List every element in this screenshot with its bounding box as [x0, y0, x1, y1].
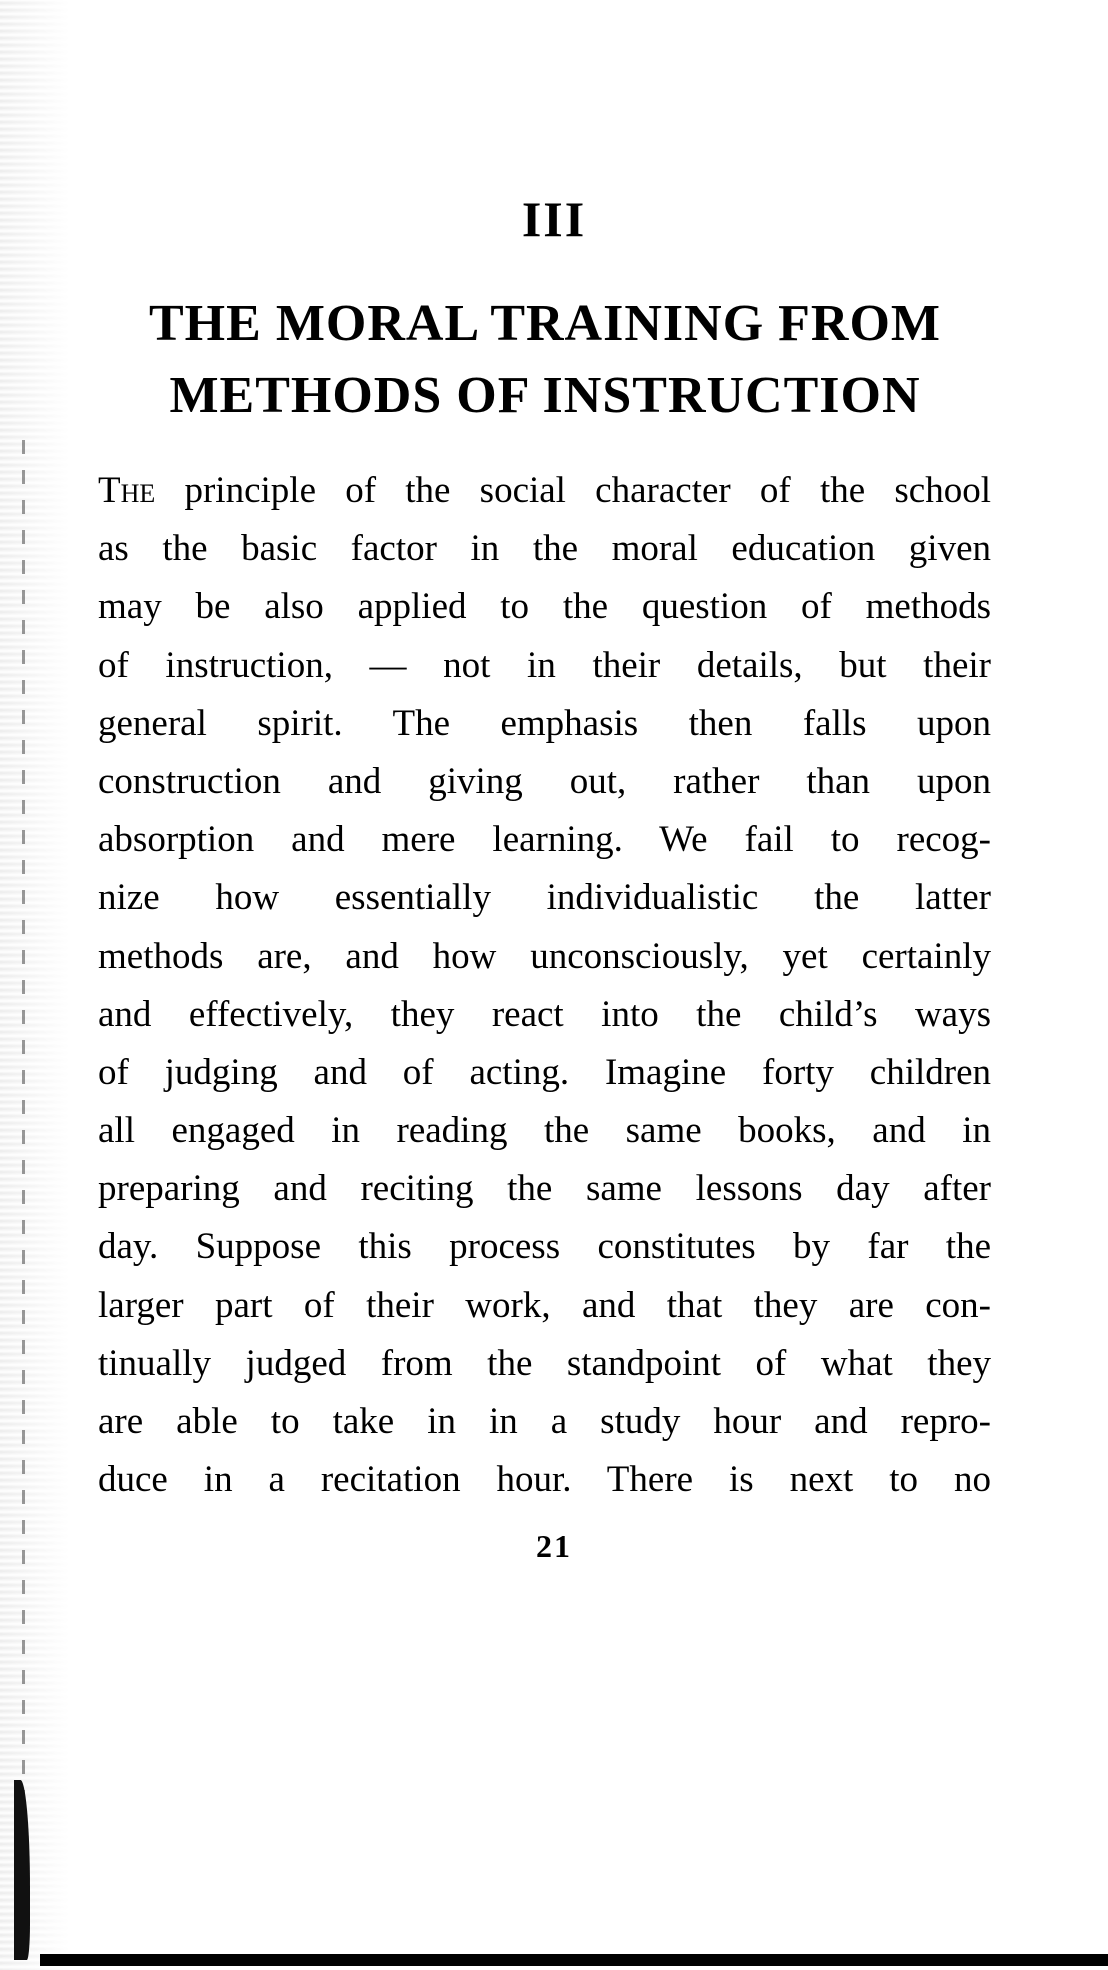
chapter-title-line-2: METHODS OF INSTRUCTION	[169, 367, 921, 424]
body-line: construction and giving out, rather than upon	[98, 760, 991, 802]
body-line: general spirit. The emphasis then falls upon	[98, 702, 991, 744]
body-line: nize how essentially individualistic the latter	[98, 877, 991, 919]
body-line: as the basic factor in the moral education given	[98, 528, 991, 570]
body-line: methods are, and how unconsciously, yet certainly	[98, 935, 991, 977]
body-lines	[98, 520, 991, 1509]
body-line	[98, 462, 991, 520]
body-line: larger part of their work, and that they are con-	[98, 1284, 991, 1326]
chapter-title-line-1: THE MORAL TRAINING FROM	[149, 295, 941, 352]
chapter-number: III	[521, 191, 587, 247]
body-line: may be also applied to the question of methods	[98, 586, 991, 628]
body-line: of instruction, — not in their details, but their	[98, 644, 991, 686]
page-number: 21	[536, 1528, 572, 1564]
body-line: are able to take in in a study hour and repro-	[98, 1401, 991, 1442]
body-line: all engaged in reading the same books, and in	[98, 1110, 991, 1152]
body-line: and effectively, they react into the child’s ways	[98, 993, 991, 1035]
body-line: tinually judged from the standpoint of what they	[98, 1342, 991, 1384]
scan-edge-line	[22, 440, 25, 1940]
lead-word: The	[98, 470, 156, 511]
scan-edge-shadow	[0, 0, 70, 1970]
body-line: day. Suppose this process constitutes by far the	[98, 1226, 991, 1268]
body-line: absorption and mere learning. We fail to recog-	[98, 819, 991, 861]
body-line: duce in a recitation hour. There is next to no	[98, 1459, 991, 1501]
body-line: of judging and of acting. Imagine forty children	[98, 1051, 991, 1093]
body-text	[98, 462, 991, 1509]
scan-bottom-border	[40, 1954, 1108, 1966]
body-line-text: principle of the social character of the school	[184, 470, 991, 511]
body-line: preparing and reciting the same lessons day after	[98, 1168, 991, 1210]
